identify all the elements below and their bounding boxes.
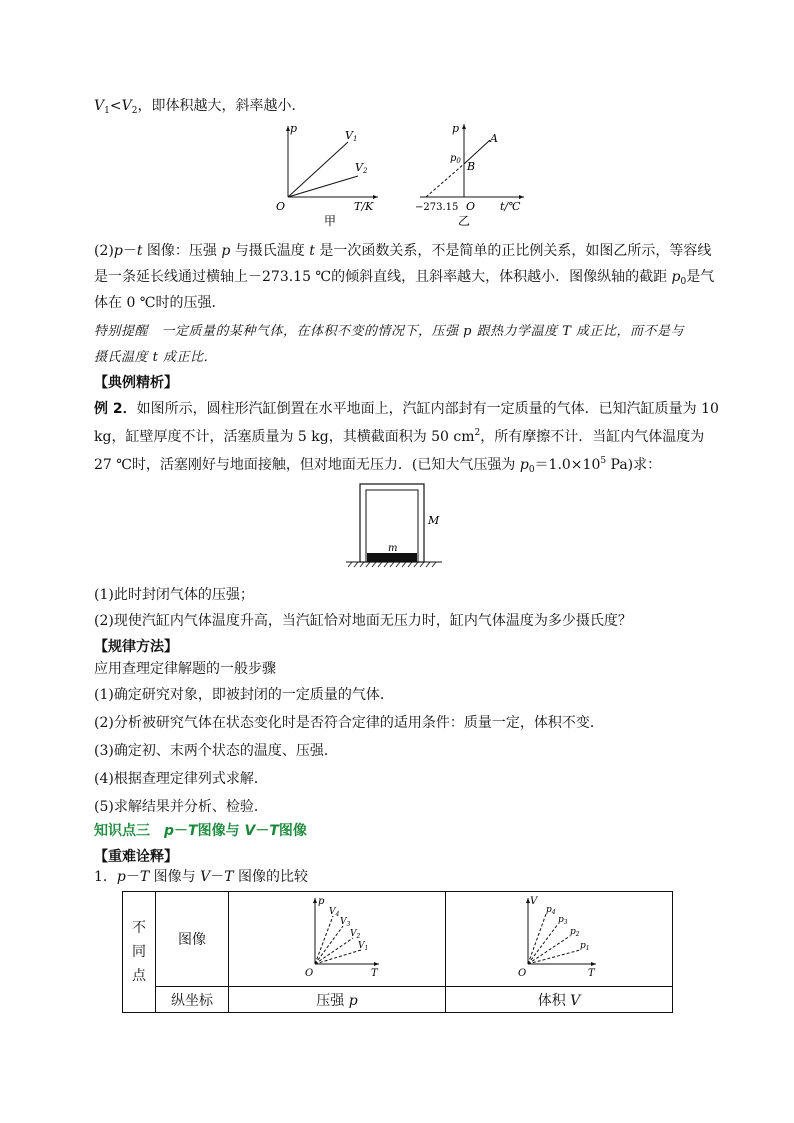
label-p0: $p_0$ — [450, 153, 461, 165]
cell-pT-graph — [229, 892, 446, 987]
para2-line1: (2)p－t 图像：压强 p 与摄氏温度 t 是一次函数关系，不是简单的正比例关系，如图乙所示，等容线 — [94, 243, 712, 259]
y-arrow — [462, 124, 466, 129]
method-step-4: (4)根据查理定律列式求解． — [94, 771, 268, 787]
axis-p-label: p — [290, 122, 298, 135]
piston — [367, 553, 417, 562]
origin-label: O — [466, 200, 476, 213]
example-line2: kg，缸壁厚度不计，活塞质量为 5 kg，其横截面积为 50 $cm^2$，所有摩擦不计．当缸内气体温度为 — [94, 428, 705, 445]
label-pT-v3: $V_3$ — [340, 917, 351, 928]
comparison-table — [122, 891, 673, 1013]
note-line1: 特别提醒 一定质量的某种气体，在体积不变的情况下，压强 p 跟热力学温度 T 成正比，而不是与 — [94, 324, 685, 339]
svg-text:T: T — [588, 968, 595, 979]
svg-text:V: V — [530, 896, 538, 907]
row-label-ordinate: 纵坐标 — [156, 987, 229, 1013]
cell-pT-ordinate: 压强 p — [229, 987, 446, 1013]
dashed-p1 — [528, 950, 580, 964]
heading-explain: 【重难诠释】 — [94, 849, 178, 865]
dashed-v2 — [315, 938, 353, 964]
svg-text:p: p — [318, 896, 325, 907]
dashed-p4 — [528, 914, 546, 964]
dashed-v4 — [315, 916, 333, 964]
para2-line2: 是一条延长线通过横轴上－273.15 ℃的倾斜直线，且斜率越大，体积越小．图像纵轴的截距 $p_0$是气 — [94, 269, 715, 287]
label-v1: V1 — [345, 129, 358, 143]
ground-hatch — [348, 562, 436, 567]
x-arrow — [519, 195, 524, 199]
label-pT-v2: $V_2$ — [350, 929, 361, 940]
label-VT-p4: $p_4$ — [546, 905, 556, 916]
cell-VT-ordinate: 体积 V — [446, 987, 673, 1013]
figure-cylinder — [342, 478, 452, 578]
x-arrow — [373, 195, 378, 199]
label-VT-p2: $p_2$ — [570, 927, 580, 938]
axis-p-label: p — [452, 122, 460, 135]
label-b: B — [467, 160, 476, 173]
extension-dashed-line — [426, 164, 464, 197]
dashed-v1 — [315, 950, 361, 964]
svg-text:O: O — [518, 968, 527, 979]
label-VT-p1: $p_1$ — [580, 941, 590, 952]
knowledge-point-3-title: 知识点三 p－T图像与 V－T图像 — [94, 823, 307, 839]
figure-caption-yi: 乙 — [458, 214, 471, 228]
heading-example: 【典例精析】 — [94, 375, 178, 391]
text-line-slope: $V_1<V_2$，即体积越大，斜率越小． — [94, 98, 306, 116]
svg-text:T: T — [371, 968, 378, 979]
pT-graph — [229, 892, 445, 982]
row-label-graph: 图像 — [156, 892, 229, 987]
label-a: A — [490, 132, 498, 145]
axis-t-label: t/℃ — [500, 200, 521, 213]
label-M: M — [428, 514, 440, 527]
svg-text:O: O — [305, 968, 314, 979]
example-line1: 例 2．如图所示，圆柱形汽缸倒置在水平地面上，汽缸内部封有一定质量的气体．已知汽缸质量为 10 — [94, 401, 719, 417]
axis-t-label: T/K — [354, 200, 374, 213]
method-step-1: (1)确定研究对象，即被封闭的一定质量的气体． — [94, 687, 394, 703]
dashed-v3 — [315, 926, 343, 964]
figure-jia-pT — [270, 118, 390, 230]
dashed-p2 — [528, 936, 570, 964]
example-line3: 27 ℃时，活塞刚好与地面接触，但对地面无压力．(已知大气压强为 $p_0=1.0\times 10^5$ Pa)求： — [94, 456, 662, 475]
label-VT-p3: $p_3$ — [558, 915, 568, 926]
dashed-p3 — [528, 924, 558, 964]
question-1: (1)此时封闭气体的压强； — [94, 587, 254, 603]
label-pT-v4: $V_4$ — [329, 907, 340, 918]
heading-method: 【规律方法】 — [94, 639, 178, 655]
isochore-v2 — [288, 176, 358, 197]
label-neg-273: −273.15 — [415, 202, 459, 213]
method-step-2: (2)分析被研究气体在状态变化时是否符合定律的适用条件：质量一定，体积不变． — [94, 715, 604, 731]
cell-VT-graph — [446, 892, 673, 987]
origin-label: O — [276, 200, 286, 213]
isochore-v1 — [288, 142, 348, 197]
method-step-3: (3)确定初、末两个状态的温度、压强． — [94, 743, 338, 759]
label-m: m — [388, 543, 398, 554]
question-2: (2)现使汽缸内气体温度升高，当汽缸恰对地面无压力时，缸内气体温度为多少摄氏度？ — [94, 613, 632, 629]
para2-line3: 体在 0 ℃时的压强． — [94, 295, 226, 311]
figure-yi-pt — [412, 118, 536, 230]
row-head-difference: 不 同 点 — [123, 892, 156, 1013]
label-v2: V2 — [355, 161, 368, 175]
note-line2: 摄氏温度 t 成正比． — [94, 350, 218, 365]
comparison-title: 1．p－T 图像与 V－T 图像的比较 — [94, 869, 309, 885]
method-step-5: (5)求解结果并分析、检验． — [94, 799, 268, 815]
VT-graph — [446, 892, 672, 982]
method-intro: 应用查理定律解题的一般步骤 — [94, 661, 276, 677]
figure-caption-jia: 甲 — [324, 214, 337, 228]
label-pT-v1: $V_1$ — [358, 941, 369, 952]
